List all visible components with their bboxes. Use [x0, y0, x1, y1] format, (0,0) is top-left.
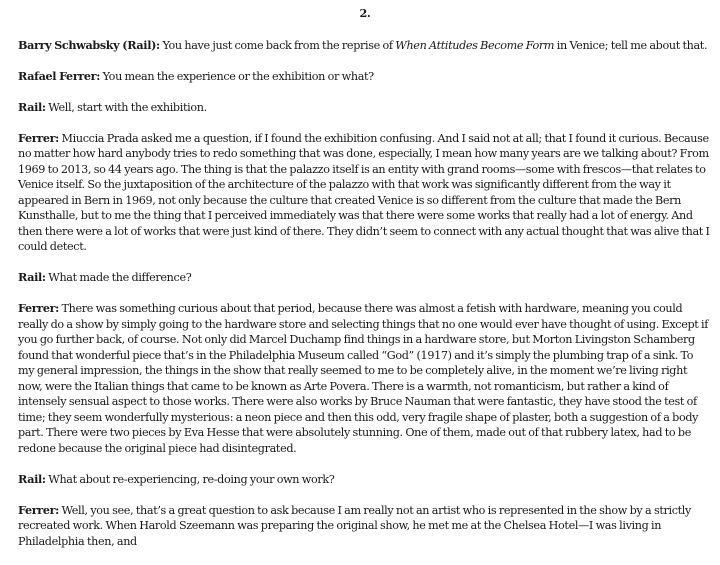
paragraph-text: Miuccia Prada asked me a question, if I found the exhibition confusing. And I said not at all; that I found it curious. Because no matter how hard anybody tries to redo something that was done, especially, I mean how many years are we talking about? From 1969 to 2013, so 44 years ago. The thing is that the palazzo itself is an entity with grand rooms—some with frescos—that relates to Venice itself. So the juxtaposition of the architecture of the palazzo with that work was significantly different from the way it appeared in Bern in 1969, not only because the culture that created Venice is so different from the culture that made the Bern Kunsthalle, but to me the thing that I perceived immediately was that there were some works that really had a lot of energy. And then there were a lot of works that were just kind of there. They didn’t seem to connect with any actual thought that was alive that I could detect. [18, 131, 710, 253]
paragraph-text: You mean the experience or the exhibition or what? [100, 69, 374, 83]
speaker-label: Barry Schwabsky (Rail): [18, 37, 160, 52]
paragraph-text: What about re-experiencing, re-doing your own work? [45, 472, 335, 486]
speaker-label: Rail: [18, 471, 46, 486]
paragraph-text: Well, you see, that’s a great question to ask because I am really not an artist who is represented in the show by a strictly recreated work. When Harold Szeemann was preparing the original show, he met me at the Chelsea Hotel—I was living in Philadelphia then, and [18, 503, 691, 548]
interview-paragraph-3 [18, 100, 712, 116]
interview-paragraph-7 [18, 472, 712, 488]
speaker-label: Ferrer: [18, 502, 59, 517]
interview-paragraph-6 [18, 301, 712, 456]
paragraph-text: You have just come back from the reprise of [159, 38, 396, 52]
interview-paragraph-8 [18, 503, 712, 550]
interview-paragraph-4 [18, 131, 712, 255]
speaker-label: Rail: [18, 270, 46, 284]
speaker-label: Ferrer: [18, 130, 59, 145]
paragraph-text: Well, start with the exhibition. [45, 100, 207, 114]
paragraph-text: in Venice; tell me about that. [554, 38, 708, 52]
paragraph-text: There was something curious about that period, because there was almost a fetish with hardware, meaning you could really do a show by simply going to the hardware store and selecting things that no one would ever have thought of using. Except if you go further back, of course. Not only did Marcel Duchamp find things in a hardware store, but Morton Livingston Schamberg found that wonderful piece that’s in the Philadelphia Museum called “God” (1917) and it’s simply the plumbing trap of a sink. To my general impression, the things in the show that really seemed to me to be completely alive, in the moment we’re living right now, were the Italian things that came to be known as Arte Povera. There is a warmth, not romanticism, but rather a kind of intensely sensual aspect to those works. There were also works by Bruce Nauman that were fantastic, they have stood the test of time; they seem wonderfully mysterious: a neon piece and then this odd, very fragile shape of plaster, both a suggestion of a body part. There were two pieces by Eva Hesse that were absolutely stunning. One of them, made out of that rubbery latex, had to be redone because the original piece had disintegrated. [18, 302, 709, 455]
speaker-label: Rail: [18, 99, 46, 114]
document-page [18, 6, 712, 565]
paragraph-text: What made the difference? [45, 271, 192, 284]
interview-paragraph-1 [18, 38, 712, 54]
exhibition-title: When Attitudes Become Form [395, 38, 555, 52]
interview-paragraph-2 [18, 69, 712, 85]
speaker-label: Ferrer: [18, 301, 59, 315]
speaker-label: Rafael Ferrer: [18, 68, 101, 83]
page-number: 2. [359, 6, 371, 20]
interview-paragraph-5 [18, 270, 712, 286]
